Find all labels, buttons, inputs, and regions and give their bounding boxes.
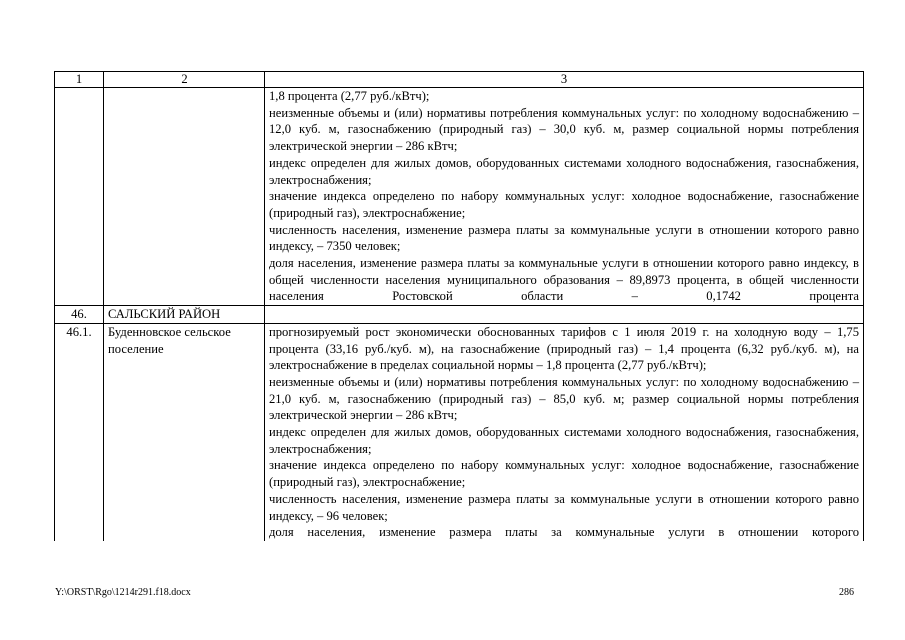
paragraph: прогнозируемый рост экономически обоснованных тарифов с 1 июля 2019 г. на холодную воду – 1,75 процента (33,16 руб./куб. м), на газоснабжение (природный газ) – 1,4 процента (6,32 руб./куб. м), на электроснабжение в пределах социальной нормы – 1,8 процента (2,77 руб./кВтч); (269, 324, 859, 373)
district-row (55, 306, 864, 324)
paragraph: индекс определен для жилых домов, оборудованных системами холодного водоснабжения, газоснабжения, электроснабжения; (269, 425, 859, 456)
settlement-name: Буденновское сельское поселение (104, 323, 265, 541)
paragraph: численность населения, изменение размера платы за коммунальные услуги в отношении которого равно индексу, – 96 человек; (269, 491, 859, 523)
table-header-row (55, 72, 864, 88)
paragraph: неизменные объемы и (или) нормативы потребления коммунальных услуг: по холодному водоснабжению – 12,0 куб. м, газоснабжению (природный газ) – 30,0 куб. м, размер социальной нормы потребления электрической энергии – 286 кВтч; (269, 105, 859, 154)
paragraph: численность населения, изменение размера платы за коммунальные услуги в отношении которого равно индексу, – 7350 человек; (269, 222, 859, 254)
district-empty-cell (265, 306, 864, 324)
settlement-number: 46.1. (55, 323, 104, 541)
continuation-text-cell (265, 88, 864, 306)
footer-page-number: 286 (839, 587, 854, 598)
footer-file-path: Y:\ORST\Rgo\1214r291.f18.docx (55, 587, 191, 598)
continuation-row (55, 88, 864, 306)
paragraph: значение индекса определено по набору коммунальных услуг: холодное водоснабжение, газоснабжение (природный газ), электроснабжение; (269, 458, 859, 490)
tariff-table (54, 71, 864, 541)
header-col-3: 3 (265, 72, 864, 88)
district-name: САЛЬСКИЙ РАЙОН (104, 306, 265, 324)
header-col-2: 2 (104, 72, 265, 88)
continuation-name-cell (104, 88, 265, 306)
district-number: 46. (55, 306, 104, 324)
paragraph: неизменные объемы и (или) нормативы потребления коммунальных услуг: по холодному водоснабжению – 21,0 куб. м, газоснабжению (природный газ) – 85,0 куб. м; размер социальной нормы потребления электрической энергии – 286 кВтч; (269, 374, 859, 423)
paragraph: доля населения, изменение размера платы за коммунальные услуги в отношении которого (269, 525, 859, 540)
settlement-text-cell (265, 323, 864, 541)
paragraph: 1,8 процента (2,77 руб./кВтч); (269, 89, 430, 103)
settlement-row (55, 323, 864, 541)
continuation-number-cell (55, 88, 104, 306)
paragraph: индекс определен для жилых домов, оборудованных системами холодного водоснабжения, газоснабжения, электроснабжения; (269, 155, 859, 187)
paragraph: доля населения, изменение размера платы за коммунальные услуги в отношении которого равно индексу, в общей численности населения муниципального образования – 89,8973 процента, в общей численности населения Ростовской области – 0,1742 процента (269, 256, 859, 304)
paragraph: значение индекса определено по набору коммунальных услуг: холодное водоснабжение, газоснабжение (природный газ), электроснабжение; (269, 189, 859, 220)
header-col-1: 1 (55, 72, 104, 88)
